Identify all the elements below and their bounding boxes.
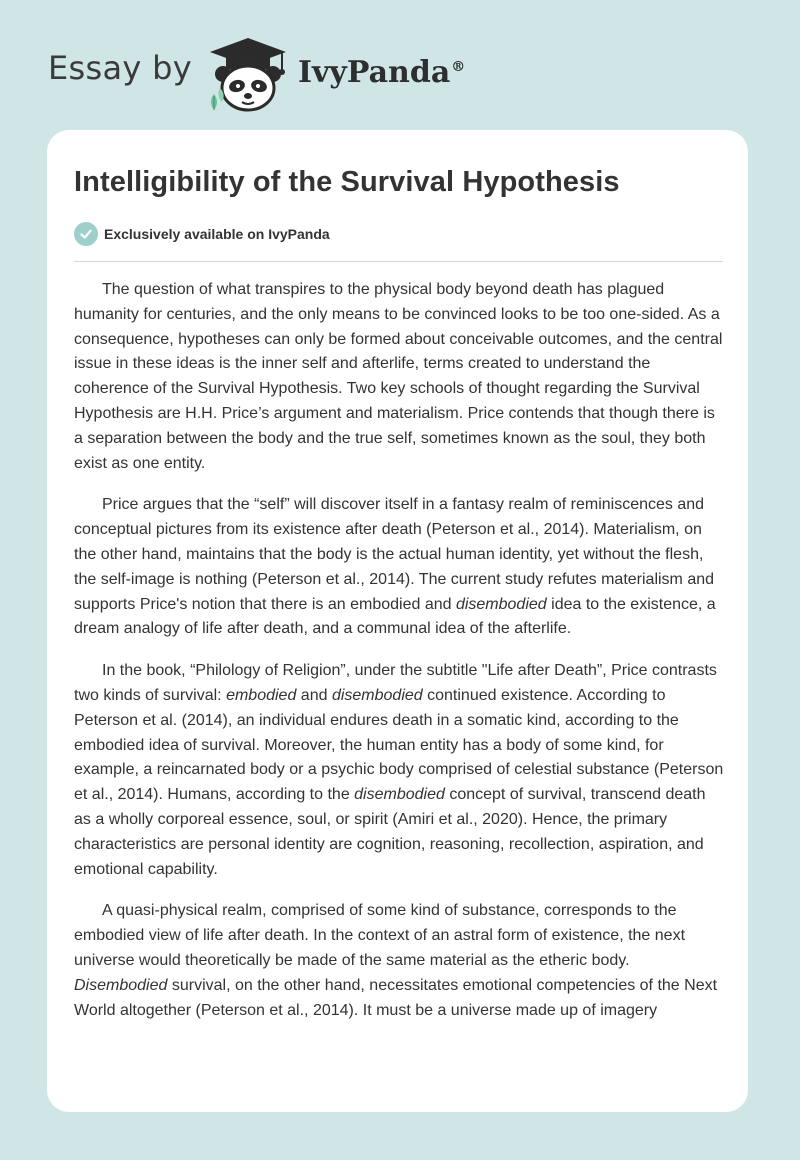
text-segment: The question of what transpires to the physical body beyond death has plagued humanity for centuries, and the only means to be convinced looks to be too one-sided. As a consequence, hypotheses can only be formed about conceivable outcomes, and the central issue in these ideas is the inner self and afterlife, terms created to understand the coherence of the Survival Hypothesis. Two key schools of thought regarding the Survival Hypothesis are H.H. Price’s argument and materialism. Price contends that though there is a separation between the body and the true self, sometimes known as the soul, they both exist as one entity. [74, 281, 723, 472]
brand-name: IvyPanda® [297, 54, 466, 90]
brand-header[interactable] [48, 34, 465, 114]
divider [74, 261, 723, 262]
italic-term: embodied [226, 686, 297, 704]
text-segment: continued existence. According to Peterson et al. (2014), an individual endures death in a somatic kind, according to the embodied idea of survival. Moreover, the human entity has a body of some kind, for example, a reincarnated body or a psychic body comprised of celestial substance (Peterson et al., 2014). Humans, according to the [74, 686, 724, 804]
panda-logo-icon [206, 36, 290, 112]
text-segment: survival, on the other hand, necessitates emotional competencies of the Next World altogether (Peterson et al., 2014). It must be a universe made up of imagery [74, 976, 718, 1019]
text-segment: concept of survival, transcend death as a wholly corporeal essence, soul, or spirit (Amiri et al., 2020). Hence, the primary characteristics are personal identity are cognition, reasoning, recollection, aspiration, and emotional capability. [74, 786, 706, 878]
text-segment: In the book, “Philology of Religion”, under the subtitle "Life after Death”, Price contrasts two kinds of survival: [74, 662, 717, 704]
italic-term: disembodied [331, 686, 423, 704]
essay-card [47, 130, 748, 1112]
exclusive-label: Exclusively available on IvyPanda [104, 226, 330, 242]
text-segment: A quasi-physical realm, comprised of some kind of substance, corresponds to the embodied view of life after death. In the context of an astral form of existence, the next universe would theoretically be made of the same material as the etheric body. [74, 902, 686, 969]
paragraph [74, 493, 724, 642]
paragraph [74, 659, 724, 882]
exclusive-notice [74, 222, 330, 246]
text-segment: and [296, 686, 332, 704]
paragraph [74, 899, 724, 1023]
italic-term: Disembodied [74, 976, 168, 994]
brand-prefix: Essay by [48, 49, 192, 87]
check-circle-icon [74, 222, 98, 246]
italic-term: disembodied [455, 595, 547, 613]
text-segment: Price argues that the “self” will discover itself in a fantasy realm of reminiscences and conceptual pictures from its existence after death (Peterson et al., 2014). Materialism, on the other hand, maintains that the body is the actual human identity, yet without the flesh, the self-image is nothing (Peterson et al., 2014). The current study refutes materialism and supports Price's notion that there is an embodied and [74, 496, 715, 613]
text-segment: idea to the existence, a dream analogy of life after death, and a communal idea of the afterlife. [74, 595, 716, 638]
registered-mark: ® [451, 58, 466, 75]
paragraph [74, 278, 724, 476]
essay-body [74, 278, 724, 1040]
check-mark-icon [79, 227, 93, 241]
italic-term: disembodied [354, 786, 445, 804]
essay-title: Intelligibility of the Survival Hypothesis [74, 166, 620, 198]
